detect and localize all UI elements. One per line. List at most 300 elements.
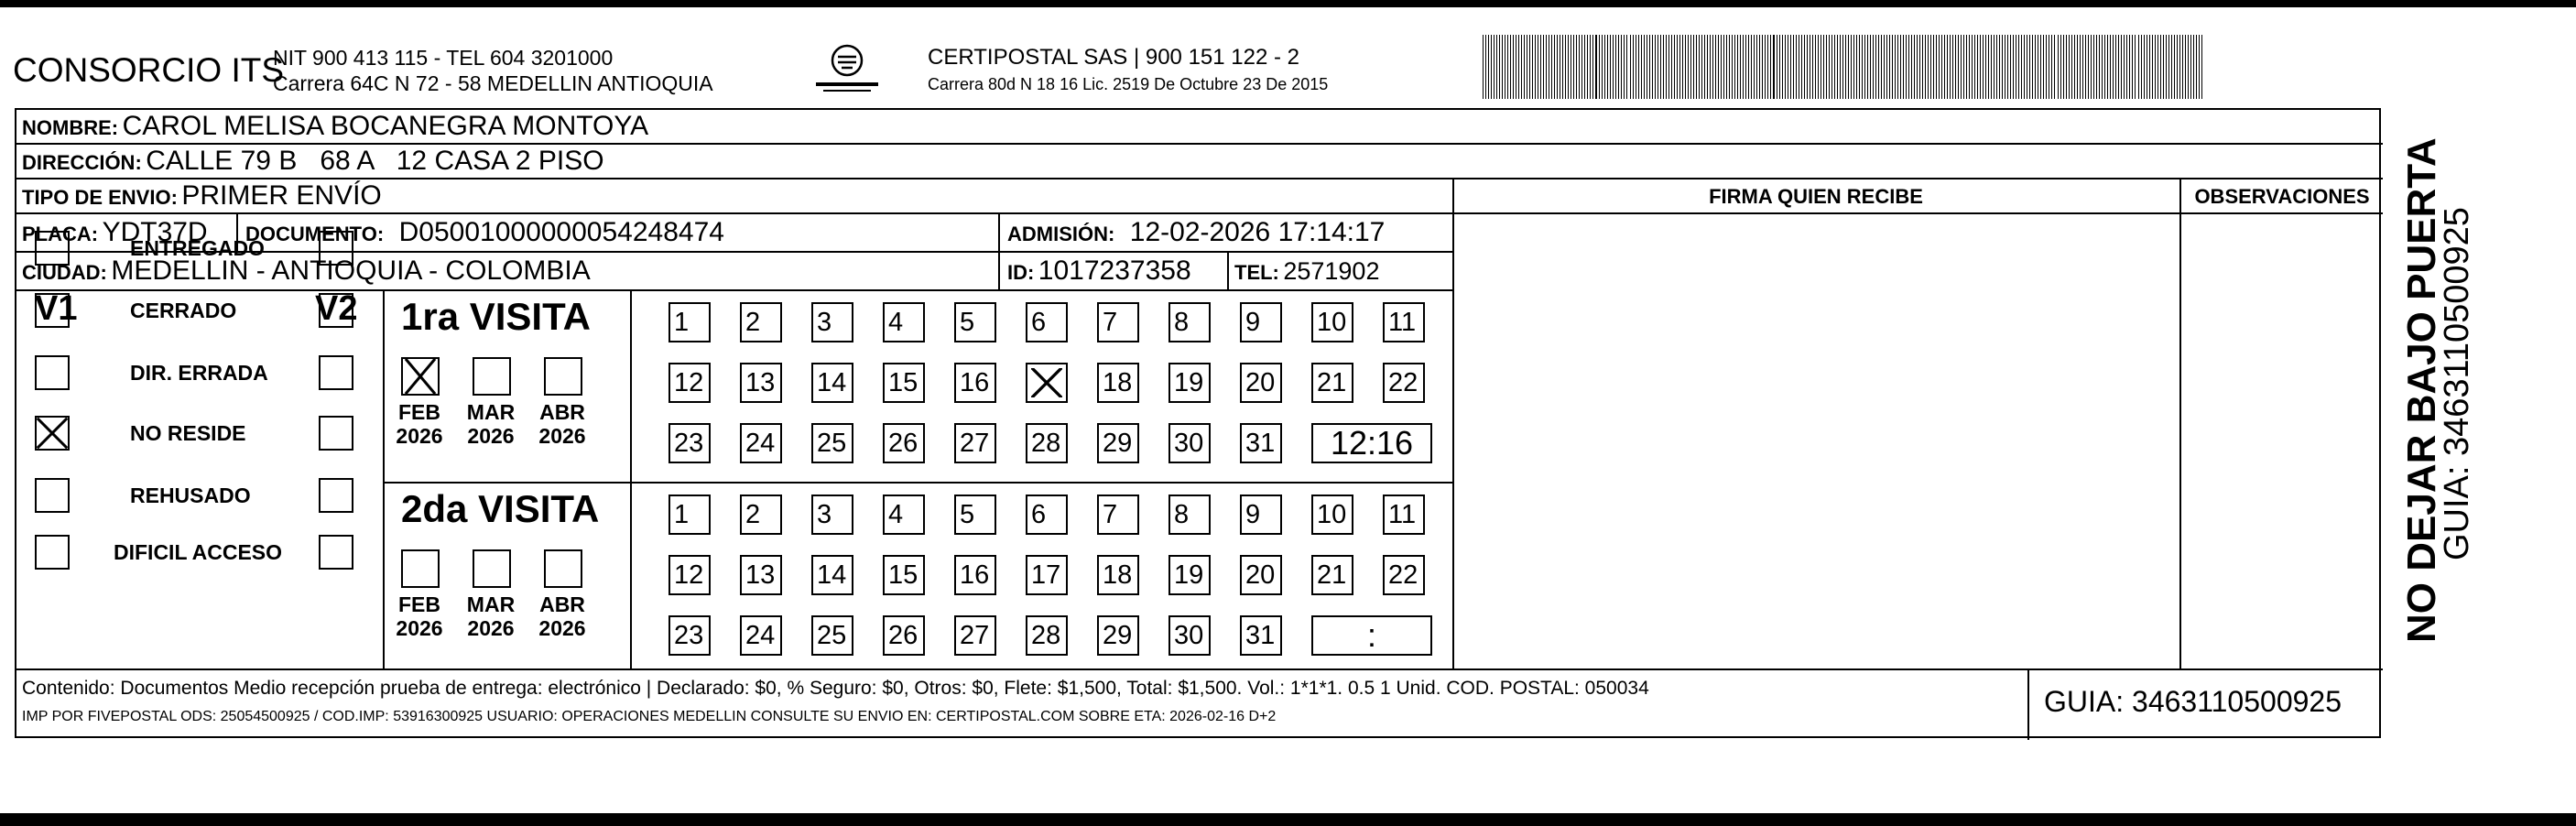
day-box[interactable]: 6 xyxy=(1026,495,1068,535)
barcode-bar xyxy=(1679,35,1680,99)
side-guia: GUIA: 3463110500925 xyxy=(2438,207,2476,560)
day-box[interactable]: 13 xyxy=(740,363,782,403)
barcode-bar xyxy=(2168,35,2169,99)
barcode-bar xyxy=(1925,35,1926,99)
barcode-bar xyxy=(1576,35,1577,99)
barcode-bar xyxy=(1633,35,1634,99)
barcode-bar xyxy=(1903,35,1904,99)
day-box[interactable]: 22 xyxy=(1383,555,1425,595)
day-box[interactable]: 12 xyxy=(668,555,711,595)
day-box[interactable]: 2 xyxy=(740,495,782,535)
nombre-row: NOMBRE: CAROL MELISA BOCANEGRA MONTOYA xyxy=(22,111,649,141)
barcode-bar xyxy=(2046,35,2047,99)
day-box[interactable]: 20 xyxy=(1240,555,1282,595)
barcode-bar xyxy=(1649,35,1650,99)
barcode-bar xyxy=(1983,35,1984,99)
barcode-bar xyxy=(1974,35,1975,99)
barcode-bar xyxy=(1701,35,1702,99)
barcode-bar xyxy=(1848,35,1849,99)
barcode-bar xyxy=(1551,35,1552,99)
day-box[interactable]: 7 xyxy=(1097,495,1139,535)
company-nit: NIT 900 413 115 - TEL 604 3201000 xyxy=(273,46,614,70)
day-box[interactable]: 31 xyxy=(1240,423,1282,463)
barcode-bar xyxy=(1862,35,1863,99)
bottom-rule xyxy=(0,813,2576,826)
barcode-bar xyxy=(1941,35,1942,99)
barcode-bar xyxy=(2029,35,2030,99)
barcode-bar xyxy=(1532,35,1533,99)
barcode-bar xyxy=(1721,35,1722,99)
barcode-bar xyxy=(2149,35,2150,99)
day-box[interactable]: 30 xyxy=(1168,615,1211,656)
barcode-bar xyxy=(2007,35,2008,99)
day-box[interactable]: 31 xyxy=(1240,615,1282,656)
month-checkbox[interactable] xyxy=(544,357,582,396)
barcode-bar xyxy=(2107,35,2108,99)
top-rule xyxy=(0,0,2576,7)
barcode-bar xyxy=(1624,35,1625,99)
barcode-bar xyxy=(1740,35,1741,99)
status-v1-checkbox[interactable] xyxy=(35,478,70,513)
barcode-bar xyxy=(1988,35,1989,99)
day-box[interactable]: 26 xyxy=(883,615,925,656)
barcode-bar xyxy=(1581,35,1582,99)
barcode-bar xyxy=(1773,35,1775,99)
barcode-bar xyxy=(1630,35,1631,99)
barcode-bar xyxy=(2188,35,2189,99)
barcode-bar xyxy=(1610,35,1611,99)
ciudad-value: MEDELLIN - ANTIOQUIA - COLOMBIA xyxy=(111,255,591,286)
barcode-bar xyxy=(1494,35,1495,99)
day-box[interactable]: 5 xyxy=(954,495,996,535)
barcode-bar xyxy=(2010,35,2011,99)
barcode-bar xyxy=(1914,35,1915,99)
barcode-bar xyxy=(2110,35,2111,99)
day-box[interactable]: 24 xyxy=(740,423,782,463)
barcode-bar xyxy=(2093,35,2094,99)
day-box[interactable]: 14 xyxy=(811,555,853,595)
barcode-bar xyxy=(1748,35,1749,99)
barcode-bar xyxy=(1944,35,1945,99)
barcode-bar xyxy=(1818,35,1819,99)
status-v2-checkbox[interactable] xyxy=(319,478,353,513)
day-box[interactable]: 6 xyxy=(1026,302,1068,342)
barcode-bar xyxy=(2199,35,2200,99)
barcode-bar xyxy=(2082,35,2083,99)
day-box[interactable]: 19 xyxy=(1168,555,1211,595)
barcode-bar xyxy=(2013,35,2014,99)
barcode-bar xyxy=(1666,35,1667,99)
barcode-bar xyxy=(1812,35,1813,99)
day-box[interactable]: 11 xyxy=(1383,495,1425,535)
barcode-bar xyxy=(1900,35,1901,99)
barcode-bar xyxy=(2115,35,2116,99)
barcode-bar xyxy=(1554,35,1555,99)
barcode-bar xyxy=(2024,35,2025,99)
barcode-bar xyxy=(2080,35,2081,99)
barcode-bar xyxy=(1737,35,1738,99)
day-box[interactable]: 19 xyxy=(1168,363,1211,403)
barcode-bar xyxy=(1751,35,1752,99)
barcode-bar xyxy=(1485,35,1486,99)
certipostal-logo xyxy=(810,42,884,99)
barcode-bar xyxy=(1961,35,1962,99)
day-box[interactable]: 7 xyxy=(1097,302,1139,342)
ciudad-row: CIUDAD: MEDELLIN - ANTIOQUIA - COLOMBIA xyxy=(22,255,591,286)
barcode-bar xyxy=(1779,35,1780,99)
barcode-bar xyxy=(1690,35,1691,99)
status-v1-checkbox[interactable] xyxy=(35,416,70,451)
barcode-bar xyxy=(2135,35,2136,99)
barcode-bar xyxy=(1496,35,1497,99)
barcode-bar xyxy=(1618,35,1619,99)
barcode-bar xyxy=(1958,35,1959,99)
barcode-bar xyxy=(1991,35,1992,99)
barcode-bar xyxy=(1782,35,1783,99)
barcode-bar xyxy=(1853,35,1854,99)
day-box[interactable]: 26 xyxy=(883,423,925,463)
barcode-bar xyxy=(2160,35,2161,99)
barcode-bar xyxy=(2066,35,2067,99)
barcode-bar xyxy=(2088,35,2089,99)
barcode-bar xyxy=(1674,35,1675,99)
barcode-bar xyxy=(2002,35,2003,99)
day-box[interactable]: 20 xyxy=(1240,363,1282,403)
barcode-bar xyxy=(1875,35,1876,99)
day-box[interactable]: 28 xyxy=(1026,615,1068,656)
barcode-bar xyxy=(1873,35,1874,99)
day-box[interactable]: 25 xyxy=(811,615,853,656)
barcode-bar xyxy=(1950,35,1951,99)
barcode-bar xyxy=(1696,35,1697,99)
barcode-bar xyxy=(1999,35,2000,99)
day-box[interactable]: 12 xyxy=(668,363,711,403)
placa-value: YDT37D xyxy=(102,217,208,247)
barcode-bar xyxy=(1599,35,1600,99)
day-box[interactable]: 3 xyxy=(811,302,853,342)
admision-value: 12-02-2026 17:14:17 xyxy=(1129,217,1386,247)
barcode-bar xyxy=(2091,35,2092,99)
barcode-bar xyxy=(1723,35,1724,99)
barcode-bar xyxy=(2069,35,2070,99)
carrier-address: Carrera 80d N 18 16 Lic. 2519 De Octubre 23 De 2015 xyxy=(928,75,1329,93)
day-box[interactable]: 16 xyxy=(954,555,996,595)
nombre-value: CAROL MELISA BOCANEGRA MONTOYA xyxy=(122,111,649,141)
barcode-bar xyxy=(2118,35,2119,99)
barcode-bar xyxy=(2174,35,2175,99)
barcode-bar xyxy=(2141,35,2142,99)
barcode-bar xyxy=(1734,35,1735,99)
barcode-bar xyxy=(1712,35,1713,99)
barcode-bar xyxy=(1621,35,1622,99)
barcode-bar xyxy=(1718,35,1719,99)
documento-row: DOCUMENTO: D05001000000054248474 xyxy=(245,217,724,247)
tipo-value: PRIMER ENVÍO xyxy=(181,180,382,211)
barcode-bar xyxy=(1796,35,1797,99)
barcode-bar xyxy=(2166,35,2167,99)
barcode-bar xyxy=(1590,35,1591,99)
barcode-bar xyxy=(2113,35,2114,99)
month-year: 2026 xyxy=(467,424,515,448)
barcode-bar xyxy=(1729,35,1730,99)
day-box[interactable]: 21 xyxy=(1311,555,1353,595)
barcode-bar xyxy=(2179,35,2180,99)
barcode-bar xyxy=(1878,35,1879,99)
day-box[interactable]: 8 xyxy=(1168,495,1211,535)
day-box[interactable]: 10 xyxy=(1311,302,1353,342)
barcode-bar xyxy=(1663,35,1664,99)
status-label: DIR. ERRADA xyxy=(130,361,268,385)
footer-imp: IMP POR FIVEPOSTAL ODS: 25054500925 / COD.IMP: 53916300925 USUARIO: OPERACIONES MEDELLIN CONSULTE SU ENVIO EN: CERTIPOSTAL.COM SOBRE ETA: 2026-02-16 D+2 xyxy=(22,709,1277,724)
day-box[interactable]: 22 xyxy=(1383,363,1425,403)
barcode-bar xyxy=(1644,35,1645,99)
barcode-bar xyxy=(1584,35,1585,99)
barcode-bar xyxy=(1557,35,1558,99)
month-checkbox[interactable] xyxy=(473,357,511,396)
month-year: 2026 xyxy=(396,616,443,640)
month-checkbox[interactable] xyxy=(544,549,582,588)
month-year: 2026 xyxy=(467,616,515,640)
day-box[interactable]: 15 xyxy=(883,555,925,595)
month-label: MAR xyxy=(466,400,516,424)
barcode-bar xyxy=(2043,35,2044,99)
status-v1-checkbox[interactable] xyxy=(35,535,70,570)
barcode-bar xyxy=(1488,35,1489,99)
barcode-bar xyxy=(1699,35,1700,99)
barcode-bar xyxy=(1543,35,1544,99)
barcode-bar xyxy=(2171,35,2172,99)
barcode xyxy=(1481,35,2206,99)
barcode-bar xyxy=(1521,35,1522,99)
month-label: FEB xyxy=(398,592,440,616)
visit-title: 2da VISITA xyxy=(401,487,600,530)
barcode-bar xyxy=(1911,35,1912,99)
barcode-bar xyxy=(1864,35,1865,99)
barcode-bar xyxy=(1831,35,1832,99)
barcode-bar xyxy=(1524,35,1525,99)
status-label: REHUSADO xyxy=(130,484,251,507)
barcode-bar xyxy=(1996,35,1997,99)
barcode-bar xyxy=(1592,35,1593,99)
day-box[interactable] xyxy=(1026,363,1068,403)
barcode-bar xyxy=(1939,35,1940,99)
barcode-bar xyxy=(1928,35,1929,99)
month-year: 2026 xyxy=(538,616,586,640)
barcode-bar xyxy=(2190,35,2191,99)
barcode-bar xyxy=(2152,35,2153,99)
barcode-bar xyxy=(1922,35,1923,99)
barcode-bar xyxy=(1919,35,1920,99)
visit-time[interactable]: 12:16 xyxy=(1311,423,1432,463)
month-checkbox[interactable] xyxy=(401,357,440,396)
day-box[interactable]: 17 xyxy=(1026,555,1068,595)
barcode-bar xyxy=(1562,35,1563,99)
barcode-bar xyxy=(1688,35,1689,99)
day-box[interactable]: 11 xyxy=(1383,302,1425,342)
day-box[interactable]: 21 xyxy=(1311,363,1353,403)
barcode-bar xyxy=(1518,35,1519,99)
barcode-bar xyxy=(1638,35,1639,99)
day-box[interactable]: 9 xyxy=(1240,495,1282,535)
day-box[interactable]: 27 xyxy=(954,615,996,656)
barcode-bar xyxy=(1759,35,1760,99)
barcode-bar xyxy=(1660,35,1661,99)
status-label: CERRADO xyxy=(130,299,237,322)
delivery-form xyxy=(15,108,2381,738)
barcode-bar xyxy=(2085,35,2086,99)
barcode-bar xyxy=(1793,35,1794,99)
barcode-bar xyxy=(2182,35,2183,99)
barcode-bar xyxy=(2104,35,2105,99)
barcode-bar xyxy=(1884,35,1885,99)
day-box[interactable]: 14 xyxy=(811,363,853,403)
status-v2-checkbox[interactable] xyxy=(319,416,353,451)
barcode-bar xyxy=(1668,35,1669,99)
barcode-bar xyxy=(1604,35,1605,99)
barcode-bar xyxy=(1980,35,1981,99)
month-label: FEB xyxy=(398,400,440,424)
day-box[interactable]: 1 xyxy=(668,302,711,342)
day-box[interactable]: 24 xyxy=(740,615,782,656)
barcode-bar xyxy=(1955,35,1956,99)
day-box[interactable]: 25 xyxy=(811,423,853,463)
barcode-bar xyxy=(2071,35,2072,99)
tipo-row: TIPO DE ENVIO: PRIMER ENVÍO xyxy=(22,180,382,211)
barcode-bar xyxy=(2132,35,2133,99)
company-name: CONSORCIO ITS xyxy=(13,51,285,89)
day-box[interactable]: 29 xyxy=(1097,423,1139,463)
barcode-bar xyxy=(2035,35,2036,99)
barcode-bar xyxy=(1790,35,1791,99)
barcode-bar xyxy=(1886,35,1887,99)
status-v1-checkbox[interactable] xyxy=(35,293,70,328)
month-label: MAR xyxy=(466,592,516,616)
barcode-bar xyxy=(1762,35,1763,99)
footer-contenido: Contenido: Documentos Medio recepción prueba de entrega: electrónico | Declarado: $0, % Seguro: $0, Otros: $0, Flete: $1,500, Total: $1,500. Vol.: 1*1*1. 0.5 1 Unid. COD. POSTAL: 050034 xyxy=(22,678,1649,699)
visit-time[interactable]: : xyxy=(1311,615,1432,656)
barcode-bar xyxy=(1513,35,1514,99)
day-box[interactable]: 16 xyxy=(954,363,996,403)
status-label: NO RESIDE xyxy=(130,421,246,445)
barcode-bar xyxy=(1499,35,1500,99)
barcode-bar xyxy=(1837,35,1838,99)
barcode-bar xyxy=(1655,35,1656,99)
v1-header: V1 xyxy=(35,289,78,328)
barcode-bar xyxy=(2126,35,2127,99)
barcode-bar xyxy=(2201,35,2202,99)
day-box[interactable]: 29 xyxy=(1097,615,1139,656)
barcode-bar xyxy=(1693,35,1694,99)
month-checkbox[interactable] xyxy=(473,549,511,588)
barcode-bar xyxy=(1704,35,1705,99)
day-box[interactable]: 28 xyxy=(1026,423,1068,463)
barcode-bar xyxy=(2054,35,2055,99)
day-box[interactable]: 2 xyxy=(740,302,782,342)
placa-row: PLACA: YDT37D xyxy=(22,217,208,247)
barcode-bar xyxy=(1801,35,1802,99)
barcode-bar xyxy=(1579,35,1580,99)
day-box[interactable]: 13 xyxy=(740,555,782,595)
day-box[interactable]: 4 xyxy=(883,495,925,535)
day-box[interactable]: 4 xyxy=(883,302,925,342)
month-checkbox[interactable] xyxy=(401,549,440,588)
barcode-bar xyxy=(1602,35,1603,99)
barcode-bar xyxy=(1587,35,1588,99)
barcode-bar xyxy=(1483,35,1484,99)
barcode-bar xyxy=(1682,35,1683,99)
month-year: 2026 xyxy=(396,424,443,448)
status-v2-checkbox[interactable] xyxy=(319,355,353,390)
barcode-bar xyxy=(1785,35,1786,99)
day-box[interactable]: 5 xyxy=(954,302,996,342)
barcode-bar xyxy=(2144,35,2145,99)
day-box[interactable]: 27 xyxy=(954,423,996,463)
barcode-bar xyxy=(1507,35,1508,99)
barcode-bar xyxy=(1829,35,1830,99)
day-box[interactable]: 18 xyxy=(1097,363,1139,403)
status-label: DIFICIL ACCESO xyxy=(114,540,283,564)
barcode-bar xyxy=(2196,35,2197,99)
day-box[interactable]: 23 xyxy=(668,423,711,463)
status-v2-checkbox[interactable] xyxy=(319,231,353,266)
documento-value: D05001000000054248474 xyxy=(398,217,724,247)
barcode-bar xyxy=(1969,35,1970,99)
barcode-bar xyxy=(2077,35,2078,99)
barcode-bar xyxy=(1930,35,1931,99)
day-box[interactable]: 1 xyxy=(668,495,711,535)
barcode-bar xyxy=(1745,35,1746,99)
barcode-bar xyxy=(1626,35,1627,99)
barcode-bar xyxy=(1491,35,1492,99)
barcode-bar xyxy=(2177,35,2178,99)
barcode-bar xyxy=(1867,35,1868,99)
barcode-bar xyxy=(1568,35,1569,99)
day-box[interactable]: 8 xyxy=(1168,302,1211,342)
barcode-bar xyxy=(2063,35,2064,99)
barcode-bar xyxy=(1963,35,1964,99)
barcode-bar xyxy=(1815,35,1816,99)
barcode-bar xyxy=(1823,35,1824,99)
status-v2-checkbox[interactable] xyxy=(319,535,353,570)
direccion-value: CALLE 79 B 68 A 12 CASA 2 PISO xyxy=(146,146,604,176)
visit-title: 1ra VISITA xyxy=(401,295,591,338)
day-box[interactable]: 10 xyxy=(1311,495,1353,535)
barcode-bar xyxy=(1972,35,1973,99)
barcode-bar xyxy=(1502,35,1503,99)
status-v1-checkbox[interactable] xyxy=(35,231,70,266)
day-box[interactable]: 23 xyxy=(668,615,711,656)
barcode-bar xyxy=(1952,35,1953,99)
id-row: ID: 1017237358 xyxy=(1007,255,1191,286)
observaciones-header: OBSERVACIONES xyxy=(2194,185,2370,208)
v2-header: V2 xyxy=(315,289,358,328)
day-box[interactable]: 15 xyxy=(883,363,925,403)
barcode-bar xyxy=(1743,35,1744,99)
barcode-bar xyxy=(2060,35,2061,99)
status-v2-checkbox[interactable] xyxy=(319,293,353,328)
day-box[interactable]: 30 xyxy=(1168,423,1211,463)
barcode-bar xyxy=(1933,35,1934,99)
barcode-bar xyxy=(1540,35,1541,99)
status-v1-checkbox[interactable] xyxy=(35,355,70,390)
day-box[interactable]: 9 xyxy=(1240,302,1282,342)
day-box[interactable]: 18 xyxy=(1097,555,1139,595)
day-box[interactable]: 3 xyxy=(811,495,853,535)
company-address: Carrera 64C N 72 - 58 MEDELLIN ANTIOQUIA xyxy=(273,71,713,95)
month-label: ABR xyxy=(539,592,585,616)
barcode-bar xyxy=(1685,35,1686,99)
barcode-bar xyxy=(1859,35,1860,99)
